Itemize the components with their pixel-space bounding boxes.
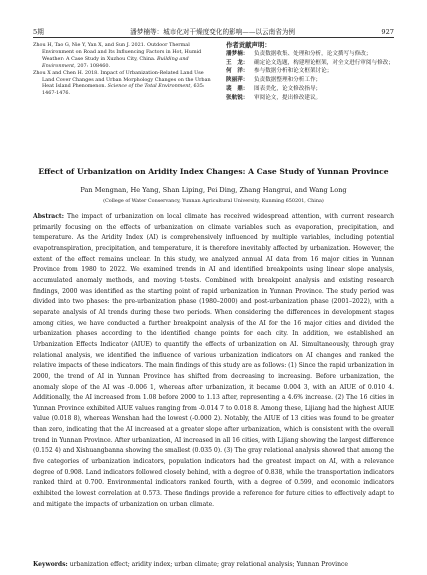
keywords-label: Keywords:	[33, 561, 68, 568]
header-rule	[33, 37, 394, 38]
contributions-title: 作者贡献声明：	[226, 41, 271, 49]
reference-item: Zhou X and Chen H. 2018. Impact of Urbanization-Related Land Use Land Cover Changes and Urban Morphology Changes on the Urban Heat Island Phenomenon. Science of the Total Environment, 635: 1467-1476.	[33, 69, 211, 97]
contribution-row: 潘梦楠： 负责数据收集、处理和分析，论文撰写与修改；	[226, 50, 372, 57]
abstract-label: Abstract:	[33, 213, 64, 220]
english-title: Effect of Urbanization on Aridity Index Changes: A Case Study of Yunnan Province	[38, 167, 389, 176]
author-list: Pan Mengnan, He Yang, Shan Liping, Pei Ding, Zhang Hangrui, and Wang Long	[80, 186, 347, 194]
contribution-row: 何 洋： 参与数据分析和论文框架讨论；	[226, 68, 333, 75]
reference-item: Zhou H, Tao G, Nie Y, Yan X, and Sun J. 2021. Outdoor Thermal Environment on Road and Its Influencing Factors in Hot, Humid Weather: A Case Study in Xuzhou City, China. Building and Environment, 207: 108460.	[33, 42, 202, 69]
affiliation: (College of Water Conservancy, Yunnan Agricultural University, Kunming 650201, China)	[103, 198, 324, 204]
contribution-row: 陕丽萍： 负责数据整理和分析工作；	[226, 77, 322, 84]
running-header	[33, 22, 394, 36]
reference-list	[33, 42, 211, 97]
contribution-row: 张航锐： 审阅论文，提出修改建议。	[226, 94, 322, 101]
abstract-text: The impact of urbanization on local climate has received widespread attention, with current research primarily focusing on the effects of urbanization on climate variables such as evaporation, precipitation, and temperature. As the Aridity Index (AI) is comprehensively influenced by multiple variables, including potential evapotranspiration, precipitation, and temperature, it is therefore inevitably affected by urbanization. However, the extent of the effect remains unclear. In this study, we analyzed annual AI data from 16 major cities in Yunnan Province from 1980 to 2022. We examined trends in AI and identified breakpoints using linear slope analysis, accumulated anomaly methods, and moving t-tests. Combined with breakpoint analysis and existing research findings, 2000 was identified as the starting point of rapid urbanization in Yunnan Province. The study period was divided into two phases: the pre-urbanization phase (1980–2000) and post-urbanization phase (2001–2022), with a separate analysis of AI trends during these two periods. When considering the differences in development stages among cities, we have conducted a further breakpoint analysis of the AI for the 16 major cities and divided the urbanization phases according to the identified change points for each city. In addition, we established an Urbanization Effects Indicator (AIUE) to quantify the effects of urbanization on AI. Simultaneously, through gray relational analysis, we identified the influence of various urbanization indicators on AI changes and ranked the relative impacts of these indicators. The main findings of this study are as follows: (1) Since the rapid urbanization in 2000, the trend of AI in Yunnan Province has shifted from decreasing to increasing. Before urbanization, the anomaly slope of the AI was -0.006 1, whereas after urbanization, it became 0.004 3, with an AIUE of 0.010 4. Additionally, the AI increased from 1.08 before 2000 to 1.13 after, representing a 4.6% increase. (2) The 16 cities in Yunnan Province exhibited AIUE values ranging from -0.014 7 to 0.018 8. Among these, Lijiang had the highest AIUE value (0.018 8), whereas Wenshan had the lowest (-0.000 2). Notably, the AIUE of 13 cities was found to be greater than zero, indicating that the AI increased at a greater slope after urbanization, which is consistent with the overall trend in Yunnan Province. After urbanization, AI increased in all 16 cities, with Lijiang showing the largest difference (0.152 4) and Xishuangbanna showing the smallest (0.035 0). (3) The gray relational analysis showed that among the five categories of urbanization indicators, population indicators had the greatest impact on AI, with a relevance degree of 0.908. Land indicators followed closely behind, with a degree of 0.838, while the transportation indicators ranked third at 0.700. Environmental indicators ranked fourth, with a degree of 0.599, and economic indicators exhibited the lowest correlation at 0.573. These findings provide a reference for future cities to effectively adapt to and mitigate the impacts of urbanization on urban climate.	[33, 213, 394, 508]
keywords-line	[33, 561, 394, 569]
contribution-row: 裴 鼎： 图表美化，论文修改指导；	[226, 85, 322, 92]
journal-running-title: 潘梦楠等：城市化对干燥度变化的影响——以云南省为例	[130, 28, 296, 36]
page-number: 927	[381, 28, 394, 36]
contribution-row: 王 龙： 确定论文选题，构建理论框架，对全文进行审阅与修改；	[226, 59, 394, 66]
author-contributions	[226, 41, 398, 103]
keywords-text: urbanization effect; aridity index; urban climate; gray relational analysis; Yunnan Province	[69, 561, 348, 568]
issue-number: 5期	[33, 28, 44, 36]
abstract-paragraph	[33, 212, 394, 510]
